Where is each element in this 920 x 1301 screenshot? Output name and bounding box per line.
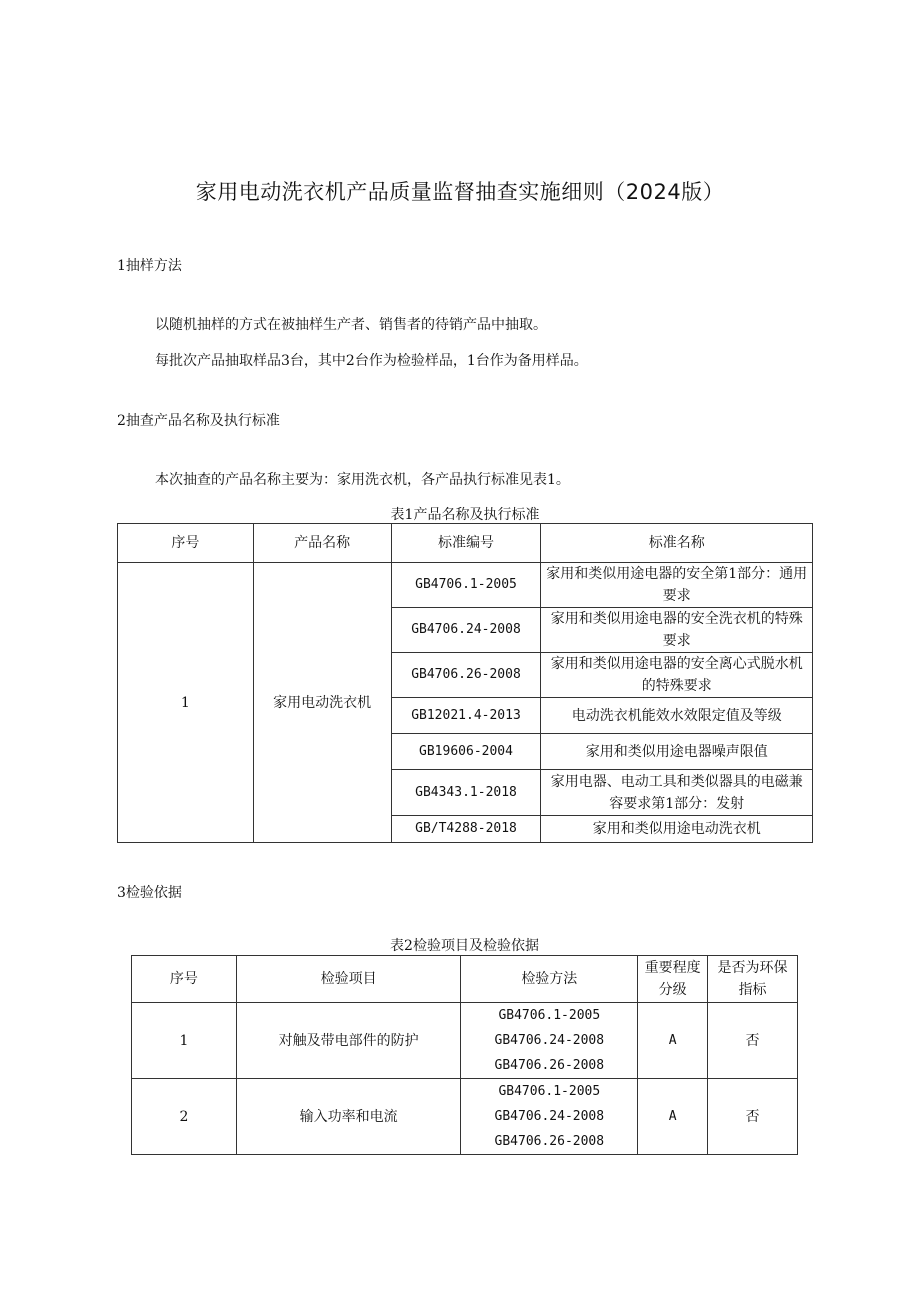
paragraph-products: 本次抽查的产品名称主要为：家用洗衣机，各产品执行标准见表1。: [155, 472, 570, 488]
table-row: [132, 1079, 798, 1155]
standards-table: [117, 523, 813, 843]
section-heading-basis: 3检验依据: [117, 885, 182, 901]
paragraph-sample-quantity: 每批次产品抽取样品3台，其中2台作为检验样品，1台作为备用样品。: [155, 353, 588, 369]
cell-standard-name: 家用和类似用途电器的安全第1部分：通用要求: [541, 563, 813, 608]
header-inspection-item: 检验项目: [236, 956, 461, 1003]
table-header-row: [132, 956, 798, 1003]
table-row: [132, 1003, 798, 1079]
section-heading-sampling: 1抽样方法: [117, 258, 182, 274]
table-header-row: [118, 524, 813, 563]
document-title: 家用电动洗衣机产品质量监督抽查实施细则（2024版）: [195, 180, 725, 204]
cell-standard-code: GB19606-2004: [391, 734, 541, 770]
header-seq: 序号: [118, 524, 254, 563]
cell-standard-name: 家用电器、电动工具和类似器具的电磁兼容要求第1部分：发射: [541, 770, 813, 816]
method-code: GB4706.1-2005: [498, 1084, 601, 1099]
cell-methods: [461, 1079, 638, 1155]
cell-seq: 1: [132, 1003, 237, 1079]
header-inspection-method: 检验方法: [461, 956, 638, 1003]
table1-caption: 表1产品名称及执行标准: [390, 507, 540, 523]
header-product-name: 产品名称: [253, 524, 391, 563]
cell-grade: A: [638, 1079, 708, 1155]
cell-standard-code: GB/T4288-2018: [391, 816, 541, 843]
header-importance-grade: 重要程度分级: [638, 956, 708, 1003]
cell-eco: 否: [708, 1079, 798, 1155]
cell-standard-code: GB4706.1-2005: [391, 563, 541, 608]
cell-standard-code: GB4343.1-2018: [391, 770, 541, 816]
table2-caption: 表2检验项目及检验依据: [390, 938, 539, 954]
method-code: GB4706.24-2008: [494, 1033, 605, 1048]
cell-standard-name: 家用和类似用途电动洗衣机: [541, 816, 813, 843]
method-code: GB4706.26-2008: [494, 1058, 605, 1073]
cell-seq: 2: [132, 1079, 237, 1155]
cell-inspection-item: 输入功率和电流: [236, 1079, 461, 1155]
cell-seq: 1: [118, 563, 254, 843]
cell-inspection-item: 对触及带电部件的防护: [236, 1003, 461, 1079]
cell-eco: 否: [708, 1003, 798, 1079]
paragraph-sampling-method: 以随机抽样的方式在被抽样生产者、销售者的待销产品中抽取。: [155, 317, 547, 333]
header-eco-indicator: 是否为环保指标: [708, 956, 798, 1003]
inspection-table: [131, 955, 798, 1155]
method-code: GB4706.24-2008: [494, 1109, 605, 1124]
section-heading-products: 2抽查产品名称及执行标准: [117, 413, 280, 429]
cell-standard-name: 家用和类似用途电器的安全洗衣机的特殊要求: [541, 608, 813, 653]
cell-product-name: 家用电动洗衣机: [253, 563, 391, 843]
table-row: [118, 563, 813, 608]
cell-standard-name: 电动洗衣机能效水效限定值及等级: [541, 698, 813, 734]
header-seq: 序号: [132, 956, 237, 1003]
cell-standard-code: GB4706.24-2008: [391, 608, 541, 653]
cell-methods: [461, 1003, 638, 1079]
header-standard-name: 标准名称: [541, 524, 813, 563]
method-code: GB4706.1-2005: [498, 1008, 601, 1023]
cell-standard-code: GB12021.4-2013: [391, 698, 541, 734]
header-standard-code: 标准编号: [391, 524, 541, 563]
cell-standard-code: GB4706.26-2008: [391, 653, 541, 698]
cell-grade: A: [638, 1003, 708, 1079]
cell-standard-name: 家用和类似用途电器的安全离心式脱水机的特殊要求: [541, 653, 813, 698]
cell-standard-name: 家用和类似用途电器噪声限值: [541, 734, 813, 770]
method-code: GB4706.26-2008: [494, 1134, 605, 1149]
